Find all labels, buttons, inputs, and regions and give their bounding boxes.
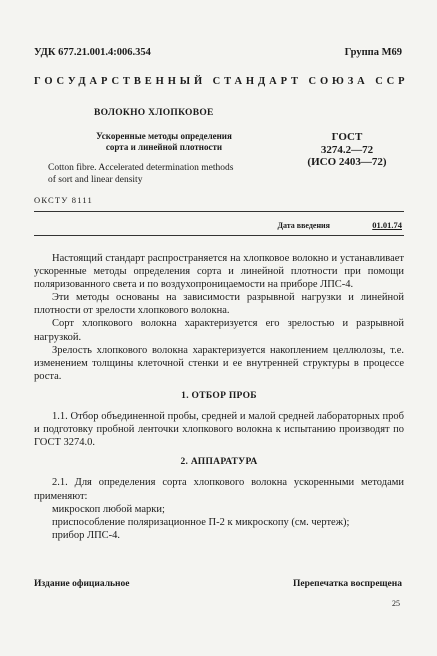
- gost-number: 3274.2—72: [320, 143, 374, 156]
- footer-official-edition: Издание официальное: [34, 579, 130, 589]
- paragraph-scope: Настоящий стандарт распространяется на хлопковое волокно и устанавливает ускоренные методы определения сорта и линейной плотности при помощи поляризованного света и по воздухопроницаемости на приборе ЛПС-4.: [34, 253, 404, 291]
- udk-code: УДК 677.21.001.4:006.354: [34, 47, 151, 58]
- iso-number: (ИСО 2403—72): [307, 156, 387, 168]
- paragraph-basis: Эти методы основаны на зависимости разрывной нагрузки и линейной плотности от зрелости хлопкового волокна.: [34, 292, 404, 317]
- gost-designation: [292, 131, 402, 169]
- oksu-code: ОКСТУ 8111: [34, 195, 93, 205]
- paragraph-1-1: 1.1. Отбор объединенной пробы, средней и малой средней лабораторных проб и подготовку пробной ленточки хлопкового волокна к испытанию производят по ГОСТ 3274.0.: [34, 411, 404, 449]
- page-number: 25: [392, 599, 400, 608]
- divider-bottom: [34, 235, 404, 236]
- document-title: ВОЛОКНО ХЛОПКОВОЕ: [94, 108, 214, 118]
- section-heading-apparatus: 2. АППАРАТУРА: [180, 457, 258, 468]
- list-item-polarizer: приспособление поляризационное П-2 к микроскопу (см. чертеж);: [52, 516, 350, 528]
- paragraph-maturity: Зрелость хлопкового волокна характеризуется накоплением целлюлозы, т.е. изменением толщины клеточной стенки и ее внутренней структуры в процессе роста.: [34, 344, 404, 382]
- state-standard-heading: ГОСУДАРСТВЕННЫЙ СТАНДАРТ СОЮЗА ССР: [34, 76, 409, 87]
- list-item-microscope: микроскоп любой марки;: [52, 503, 165, 515]
- divider-top: [34, 211, 404, 212]
- footer-reprint-prohibited: Перепечатка воспрещена: [292, 579, 402, 589]
- paragraph-sort: Сорт хлопкового волокна характеризуется его зрелостью и разрывной нагрузкой.: [34, 318, 404, 343]
- english-title-line-2: of sort and linear density: [48, 175, 143, 185]
- group-code: Группа М69: [344, 47, 402, 58]
- english-title: [48, 162, 288, 186]
- paragraph-2-1: 2.1. Для определения сорта хлопкового волокна ускоренными методами применяют:: [34, 477, 404, 502]
- document-subtitle: [74, 131, 254, 153]
- list-item-lps4: прибор ЛПС-4.: [52, 529, 121, 541]
- gost-label: ГОСТ: [331, 131, 363, 143]
- subtitle-line-2: сорта и линейной плотности: [105, 142, 223, 152]
- english-title-line-1: Cotton fibre. Accelerated determination methods: [48, 163, 234, 173]
- document-body: [34, 252, 404, 542]
- intro-date-value: 01.01.74: [372, 220, 402, 230]
- section-heading-sampling: 1. ОТБОР ПРОБ: [181, 390, 257, 401]
- subtitle-line-1: Ускоренные методы определения: [96, 131, 232, 141]
- intro-date-label: Дата введения: [277, 221, 330, 230]
